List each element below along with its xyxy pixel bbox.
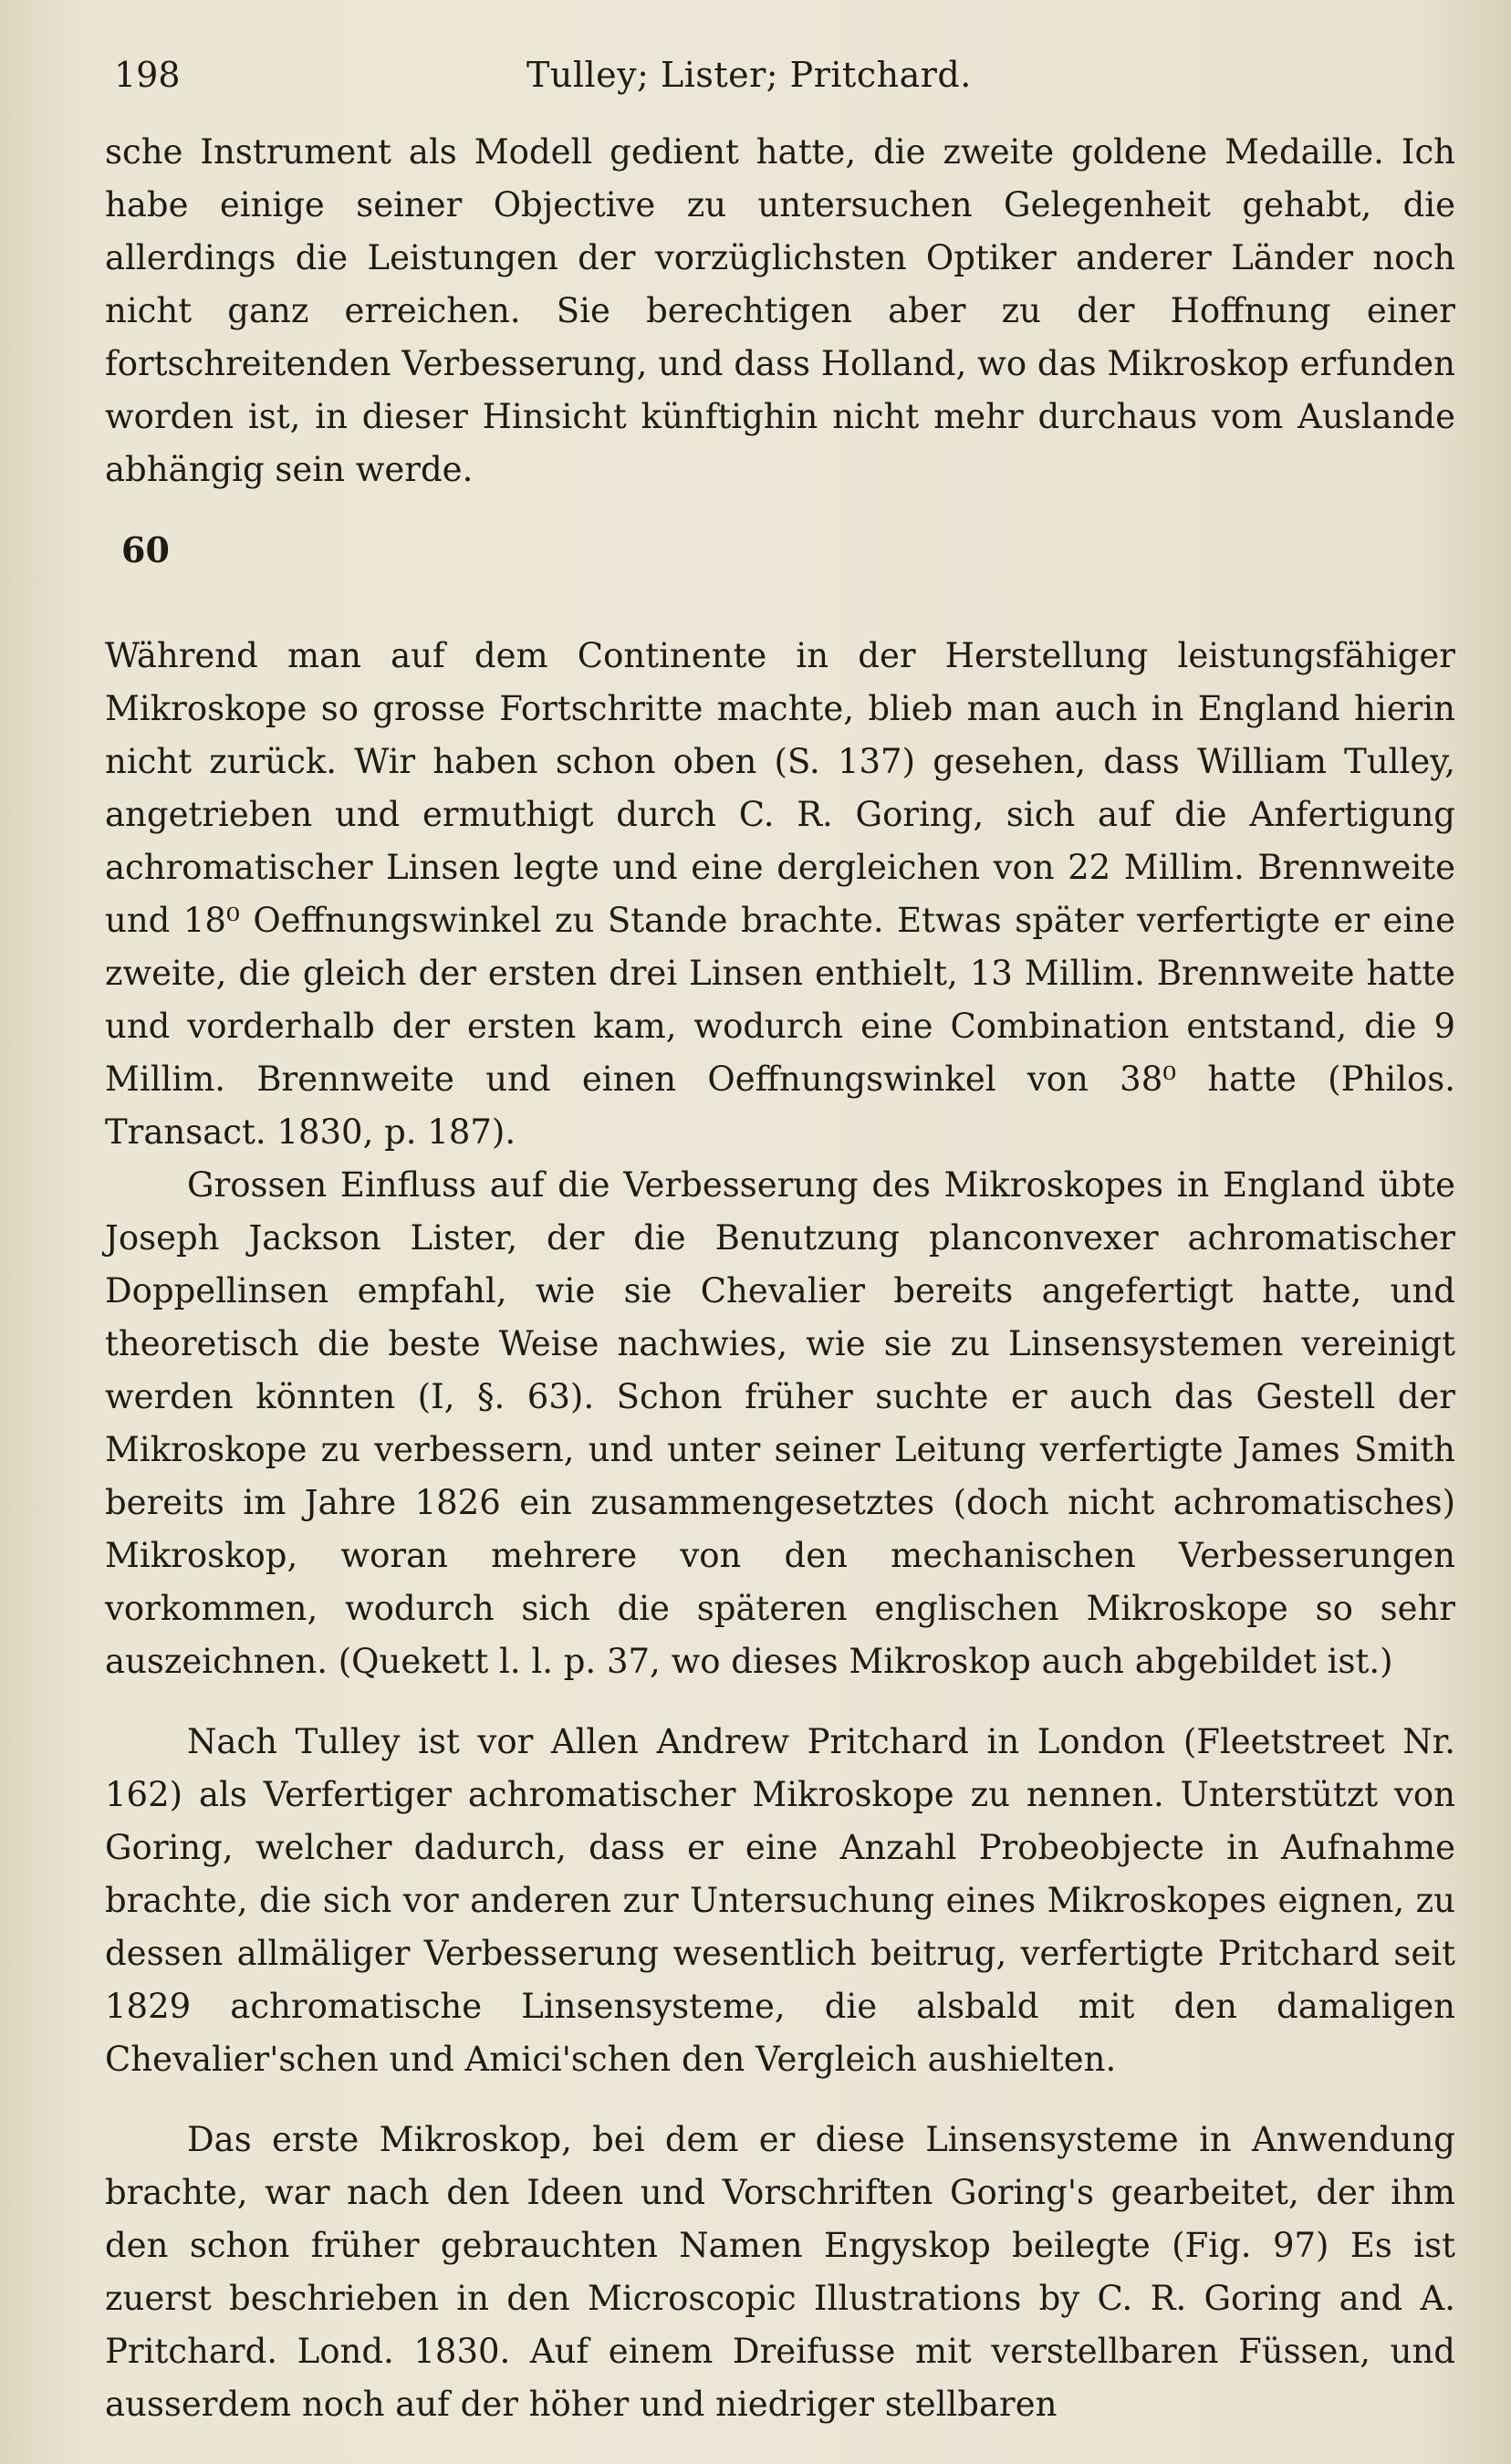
paragraph-1: sche Instrument als Modell gedient hatte, die zweite goldene Medaille. Ich habe einige seiner Objective zu untersuchen Gelegenheit gehabt, die allerdings die Leistungen der vorzüglichsten Optiker anderer Länder noch nicht ganz erreichen. Sie berechtigen aber zu der Hoffnung einer fortschreitenden Verbesserung, und dass Holland, wo das Mikroskop erfunden worden ist, in dieser Hinsicht künftighin nicht mehr durchaus vom Auslande abhängig sein werde. <box>105 132 1455 489</box>
page-header <box>114 55 1455 110</box>
paragraph-3: Grossen Einfluss auf die Verbesserung des Mikroskopes in England übte Joseph Jackson Lister, der die Benutzung planconvexer achromatischer Doppellinsen empfahl, wie sie Chevalier bereits angefertigt hatte, und theoretisch die beste Weise nachwies, wie sie zu Linsensystemen vereinigt werden könnten (I, §. 63). Schon früher suchte er auch das Gestell der Mikroskope zu verbessern, und unter seiner Leitung verfertigte James Smith bereits im Jahre 1826 ein zusammengesetztes (doch nicht achromatisches) Mikroskop, woran mehrere von den mechanischen Verbesserungen vorkommen, wodurch sich die späteren englischen Mikroskope so sehr auszeichnen. (Quekett l. l. p. 37, wo dieses Mikroskop auch abgebildet ist.) <box>105 1165 1455 1681</box>
running-head: Tulley; Lister; Pritchard. <box>526 55 972 95</box>
paragraph-5: Das erste Mikroskop, bei dem er diese Linsensysteme in Anwendung brachte, war nach den Ideen und Vorschriften Goring's gearbeitet, der ihm den schon früher gebrauchten Namen Engyskop beilegte (Fig. 97) Es ist zuerst beschrieben in den Microscopic Illustrations by C. R. Goring and A. Pritchard. Lond. 1830. Auf einem Dreifusse mit verstellbaren Füssen, und ausserdem noch auf der höher und niedriger stellbaren <box>105 2120 1455 2424</box>
body-text <box>105 126 1455 2431</box>
paragraph-2 <box>105 524 1455 1159</box>
page-number: 198 <box>114 55 181 95</box>
paragraph-4: Nach Tulley ist vor Allen Andrew Pritchard in London (Fleetstreet Nr. 162) als Verfertiger achromatischer Mikroskope zu nennen. Unterstützt von Goring, welcher dadurch, dass er eine Anzahl Probeobjecte in Aufnahme brachte, die sich vor anderen zur Untersuchung eines Mikroskopes eignen, zu dessen allmäliger Verbesserung wesentlich beitrug, verfertigte Pritchard seit 1829 achromatische Linsensysteme, die alsbald mit den damaligen Chevalier'schen und Amici'schen den Vergleich aushielten. <box>105 1722 1455 2079</box>
paragraph-2-text: Während man auf dem Continente in der Herstellung leistungsfähiger Mikroskope so grosse Fortschritte machte, blieb man auch in England hierin nicht zurück. Wir haben schon oben (S. 137) gesehen, dass William Tulley, angetrieben und ermuthigt durch C. R. Goring, sich auf die Anfertigung achromatischer Linsen legte und eine dergleichen von 22 Millim. Brennweite und 18⁰ Oeffnungswinkel zu Stande brachte. Etwas später verfertigte er eine zweite, die gleich der ersten drei Linsen enthielt, 13 Millim. Brennweite hatte und vorderhalb der ersten kam, wodurch eine Combination entstand, die 9 Millim. Brennweite und einen Oeffnungswinkel von 38⁰ hatte (Philos. Transact. 1830, p. 187). <box>105 636 1455 1152</box>
section-number: 60 <box>121 529 170 570</box>
